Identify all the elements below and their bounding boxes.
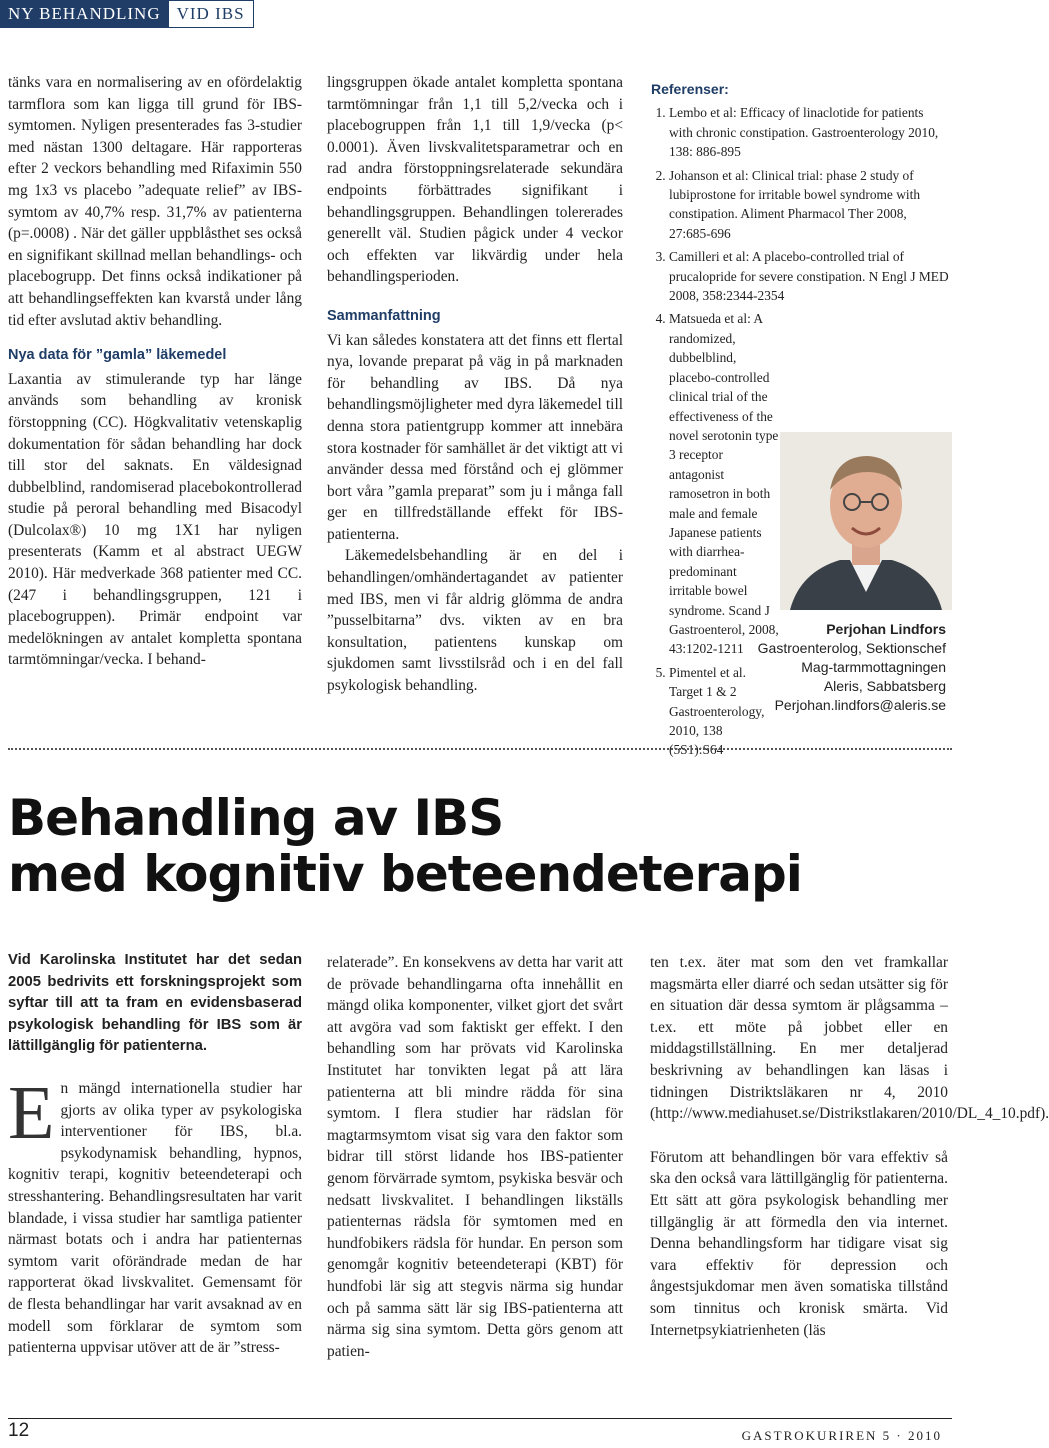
page-number: 12 bbox=[8, 1420, 30, 1441]
magazine-name: GASTROKURIREN 5 · 2010 bbox=[741, 1428, 942, 1443]
drop-cap: E bbox=[8, 1070, 55, 1155]
article-title-line: Behandling av IBS bbox=[8, 789, 504, 847]
section-header bbox=[0, 0, 254, 28]
body-text: lingsgruppen ökade antalet kompletta spontana tarmtömningar från 1,1 till 5,2/vecka och i placebogruppen från 1,1 till 1,9/vecka (p< 0.0001). Även livskvalitetsparametrar och en rad andra förstoppningsrelaterade sekundära endpoints förbättrades signifikant i behandlingsgruppen. Behandlingen tolererades generellt väl. Studien pågick under 4 veckor och effekten var likvärdig under hela behandlingsperioden. bbox=[327, 74, 623, 286]
author-unit: Mag-tarmmottagningen bbox=[801, 659, 946, 675]
section-divider bbox=[8, 748, 952, 750]
body-text: Vi kan således konstatera att det finns ett flertal nya, lovande preparat på väg in på marknaden för behandling av IBS. Då nya behandlingsmöjligheter med dyra läkemedel till denna stora patientgrupp kommer att innebära stora kostnader för samhället är det viktigt att vi använder dessa med förstånd och ej glömmer bort våra ”gamla preparat” som ju i många fall ger en tillfredställande effekt för IBS-patienterna. bbox=[327, 331, 623, 543]
reference-item: 5. Pimentel et al. Target 1 & 2 Gastroenterology, 2010, 138 (5S1):S64 bbox=[669, 663, 779, 760]
section-label: NY BEHANDLING bbox=[0, 0, 169, 28]
author-org: Aleris, Sabbatsberg bbox=[823, 678, 946, 694]
article-column-2 bbox=[327, 952, 623, 1362]
reference-item: 2. Johanson et al: Clinical trial: phase 2 study of lubiprostone for irritable bowel syndrome with constipation. Aliment Pharmacol Ther 2008, 27:685-696 bbox=[669, 166, 949, 244]
author-role: Gastroenterolog, Sektionschef bbox=[757, 640, 946, 656]
subheading: Nya data för ”gamla” läkemedel bbox=[8, 347, 227, 364]
article-column-1 bbox=[8, 950, 302, 1359]
footer-rule bbox=[8, 1418, 952, 1419]
body-text: Laxantia av stimulerande typ har länge används som behandling av kronisk förstoppning (CC). Högkvalitativ vetenskaplig dokumentation för sådan behandling har dock till stor del saknats. En väldesignad dubbelblind, randomiserad placebokontrollerad studie på peroral behandling med Bisacodyl (Dulcolax®) 10 mg 1X1 har nyligen presenterats (Kamm et al abstract UEGW 2010). Här medverkade 368 patienter med CC. (247 i behandlingsgruppen, 121 i placebogruppen). Primär endpoint var medelökningen av antalet kompletta spontana tarmtömningar/vecka. I behand- bbox=[8, 370, 302, 669]
article-title-line: med kognitiv beteendeterapi bbox=[8, 845, 802, 903]
article-title bbox=[8, 790, 802, 902]
body-text: ten t.ex. äter mat som den vet framkallar magsmärta eller diarré och sedan utsätter sig för en situation där dessa symtom är plågsamma – t.ex. ett möte på jobbet eller en middagstillställning. En mer detaljerad beskrivning av behandlingen kan läsas i tidningen Distriktsläkaren nr 4, 2010 (http://www.mediahuset.se/Distrikstlakaren/2010/DL_4_10.pdf). bbox=[650, 954, 1049, 1123]
body-text: Läkemedelsbehandling är en del i behandlingen/omhändertagandet av patienter med IBS, men vi får aldrig glömma de andra ”pusselbitarna” dvs. vikten av en bra konsultation, patientens kunskap om sjukdomen samt livsstilsråd och i en del fall psykologisk behandling. bbox=[327, 547, 623, 695]
topic-label: VID IBS bbox=[169, 0, 254, 28]
author-byline bbox=[758, 620, 946, 715]
author-name: Perjohan Lindfors bbox=[826, 621, 946, 637]
top-column-1 bbox=[8, 72, 302, 671]
body-text: Förutom att behandlingen bör vara effektiv så ska den också vara lättillgänglig för patienterna. Ett sätt att göra psykologisk behandling mer tillgänglig är att förmedla den via internet. Denna behandlingsform har tidigare visat sig vara effektiv för depression och ångestsjukdomar men även somatiska tillstånd som tinnitus och kronisk smärta. Vid Internetpsykiatrienheten (läs bbox=[650, 1148, 948, 1339]
subheading: Sammanfattning bbox=[327, 307, 441, 324]
author-email[interactable]: Perjohan.lindfors@aleris.se bbox=[774, 697, 946, 713]
top-column-2 bbox=[327, 72, 623, 697]
body-text-run: n mängd internationella studier har gjorts av olika typer av psykologiska interventioner för IBS, bl.a. psykodynamisk behandling, hypnos, kognitiv terapi, kognitiv beteendeterapi och stresshantering. Behandlingsresultaten har varit blandade, i vissa studier har samtliga patienter närmast botats och i andra har patienternas symtom varit oförändrade medan de har rapporterat ökad livskvalitet. Gemensamt för de flesta behandlingar har varit avsaknad av en modell som förklarar de symtom som patienterna uppvisar utöver att de är ”stress- bbox=[8, 1079, 302, 1357]
reference-item: 1. Lembo et al: Efficacy of linaclotide for patients with chronic constipation. Gastroenterology 2010, 138: 886-895 bbox=[669, 103, 949, 161]
body-text: relaterade”. En konsekvens av detta har varit att de prövade behandlingarna ofta innehållit en mängd olika komponenter, vilket gjort det svårt att avgöra vad som faktiskt ger effekt. I den behandling som har prövats vid Karolinska Institutet har tonvikten legat på att lära patienterna att bli mindre rädda för sina symtom. I flera studier har rädslan för magtarmsymtom visat sig vara den faktor som bidrar till störst lidande hos IBS-patienter genom förvärrade symtom, psykiska besvär och nedsatt livskvalitet. I behandlingen likställs patienternas rädsla för symtomen med en hundfobikers rädsla för hundar. En person som genomgår kognitiv beteendeterapi (KBT) för hundfobi lär sig att stegvis närma sig hundar och på samma sätt lär sig IBS-patienterna att närma sig sina symtom. Detta görs genom att patien- bbox=[327, 954, 623, 1360]
lead-text: Vid Karolinska Institutet har det sedan 2005 bedrivits ett forskningsprojekt som syftar till att ta fram en evidensbaserad psykologisk behandling för IBS som är lättillgänglig för patienterna. bbox=[8, 952, 302, 1055]
reference-item: 4. Matsueda et al: A randomized, dubbelblind, placebo-controlled clinical trial of the effectiveness of the novel serotonin type 3 receptor antagonist ramosetron in both male and female Japanese patients with diarrhea-predominant irritable bowel syndrome. Scand J Gastroenterol, 2008, 43:1202-1211 bbox=[669, 309, 779, 658]
author-photo bbox=[780, 432, 952, 610]
references-title: Referenser: bbox=[651, 81, 729, 97]
article-column-3 bbox=[650, 952, 1049, 1341]
body-text: tänks vara en normalisering av en ofördelaktig tarmflora som kan ligga till grund för IBS-symtomen. Nyligen presenterades fas 3-studier med nästan 1300 deltagare. Här rapporteras efter 2 veckors behandling med Rifaximin 550 mg 1x3 vs placebo ”adequate relief” av IBS-symtom av 40,7% resp. 31,7% av patienterna (p=.0008) . När det gäller uppblåsthet ses också en signifikant skillnad mellan behandlings- och placebogrupp. Det finns också indikationer på att behandlingseffekten kan kvarstå under lång tid efter avslutad aktiv behandling. bbox=[8, 74, 302, 329]
body-text bbox=[8, 1070, 302, 1359]
reference-item: 3. Camilleri et al: A placebo-controlled trial of prucalopride for severe constipation. N Engl J MED 2008, 358:2344-2354 bbox=[669, 247, 949, 305]
